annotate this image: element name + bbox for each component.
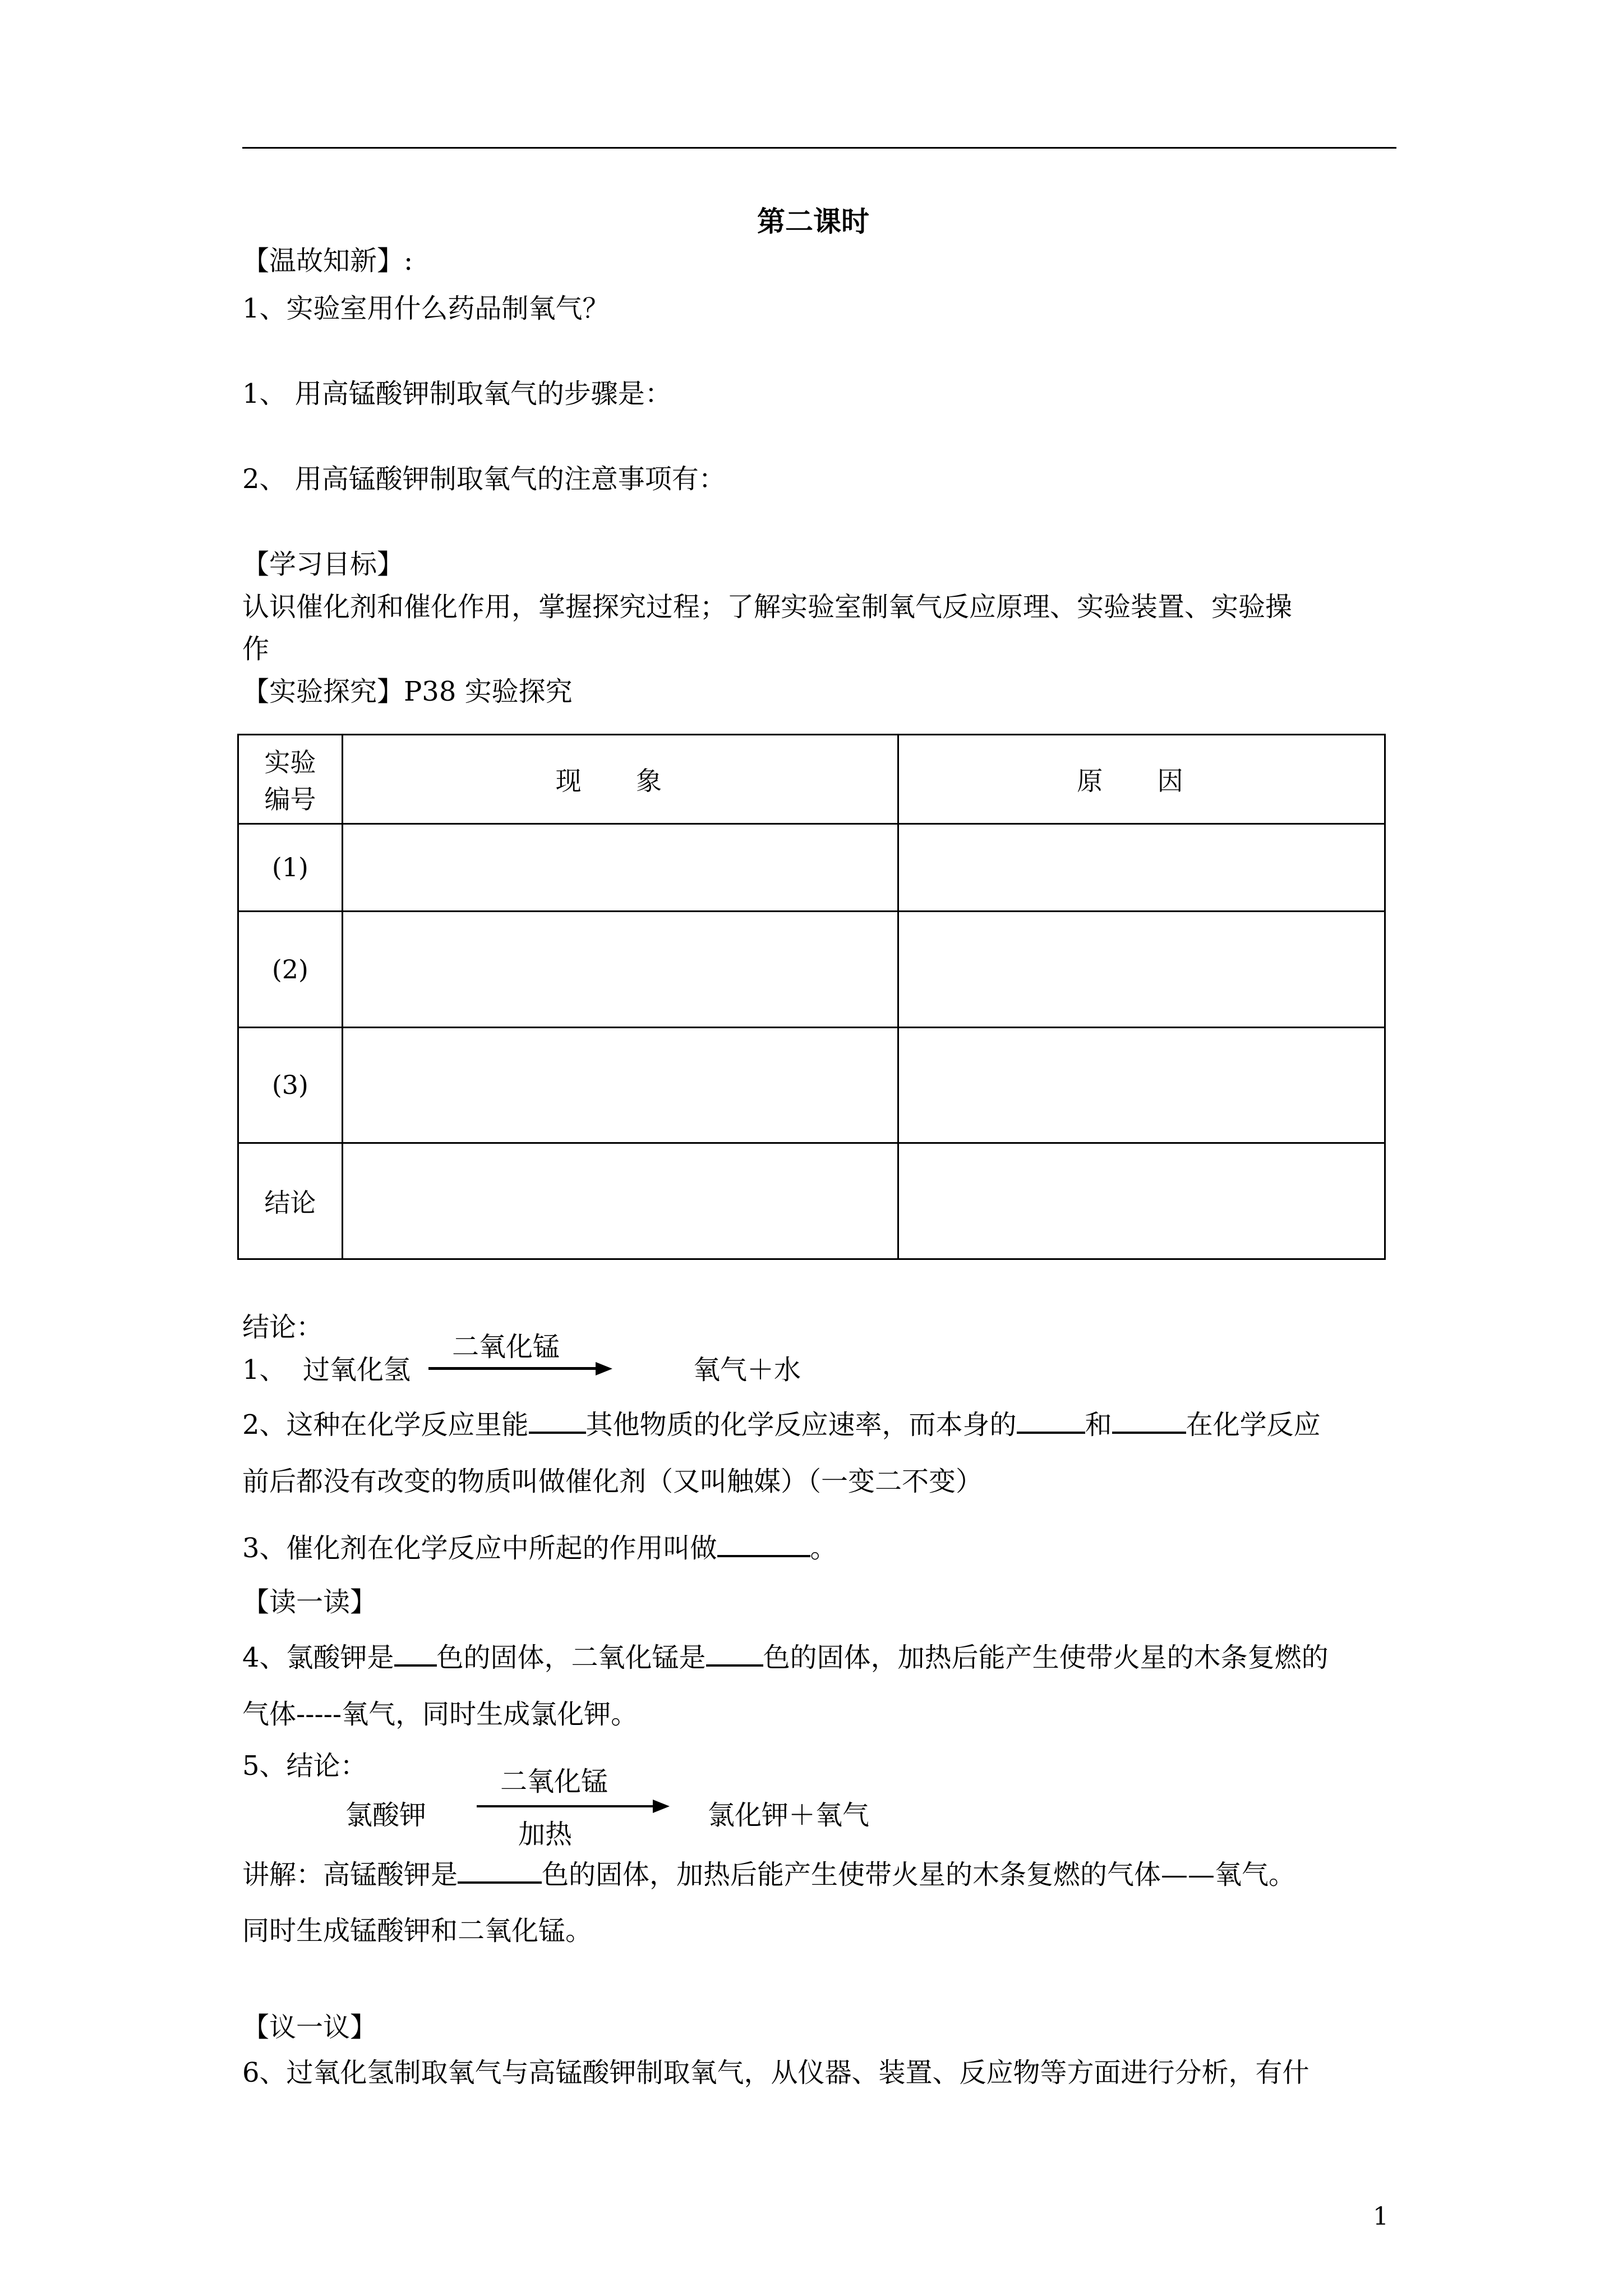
review-question-1: 1、实验室用什么药品制氧气？ xyxy=(242,293,610,324)
row-label: (1) xyxy=(238,823,343,912)
experiment-table xyxy=(237,734,1386,1260)
statement-2-part-d: 在化学反应 xyxy=(1186,1409,1321,1441)
arrow-head-icon xyxy=(653,1800,670,1813)
fill-blank[interactable] xyxy=(717,1529,810,1557)
statement-2-line1 xyxy=(242,1406,1321,1442)
statement-5-label: 5、结论： xyxy=(242,1750,367,1782)
header-experiment-number xyxy=(238,735,343,824)
fill-blank[interactable] xyxy=(529,1406,586,1434)
page-number: 1 xyxy=(1373,2202,1389,2231)
conclusion-reason-cell xyxy=(898,1143,1385,1259)
row-label: 结论 xyxy=(238,1143,343,1259)
header-phenomenon xyxy=(342,735,898,824)
statement-4-line1 xyxy=(242,1639,1329,1674)
explanation-part-b: 色的固体，加热后能产生使带火星的木条复燃的气体——氧气。 xyxy=(542,1859,1296,1890)
fill-blank[interactable] xyxy=(706,1639,763,1667)
fill-blank[interactable] xyxy=(1112,1406,1186,1434)
statement-4-part-c: 色的固体，加热后能产生使带火星的木条复燃的 xyxy=(763,1642,1329,1673)
equation-1-reactant: 过氧化氢 xyxy=(303,1354,411,1386)
table-row xyxy=(238,823,1385,912)
statement-4-part-a: 4、氯酸钾是 xyxy=(242,1642,394,1673)
explore-heading: 【实验探究】P38 实验探究 xyxy=(242,676,573,707)
review-question-3: 2、 用高锰酸钾制取氧气的注意事项有： xyxy=(242,463,726,495)
page-title: 第二课时 xyxy=(757,205,869,238)
statement-4-part-b: 色的固体，二氧化锰是 xyxy=(436,1642,706,1673)
header-number-line1: 实验 xyxy=(264,747,316,777)
equation-1-condition: 二氧化锰 xyxy=(452,1331,560,1363)
equation-2-product: 氯化钾＋氧气 xyxy=(708,1800,870,1831)
header-reason xyxy=(898,735,1385,824)
reaction-arrow xyxy=(428,1367,597,1370)
fill-blank[interactable] xyxy=(394,1639,437,1667)
equation-1-prefix: 1、 xyxy=(242,1354,287,1386)
statement-3 xyxy=(242,1529,837,1565)
equation-2-reactant: 氯酸钾 xyxy=(345,1800,427,1831)
statement-2-line2: 前后都没有改变的物质叫做催化剂（又叫触媒）（一变二不变） xyxy=(242,1466,983,1497)
review-heading: 【温故知新】: xyxy=(242,245,413,277)
statement-2-part-c: 和 xyxy=(1085,1409,1112,1441)
phenomenon-cell xyxy=(342,1027,898,1143)
equation-2-condition-bottom: 加热 xyxy=(518,1819,573,1850)
header-reason-label: 原 因 xyxy=(1077,765,1207,796)
reason-cell xyxy=(898,1027,1385,1143)
reason-cell xyxy=(898,912,1385,1028)
explanation-line1 xyxy=(242,1856,1295,1892)
table-header-row xyxy=(238,735,1385,824)
goal-heading: 【学习目标】 xyxy=(242,549,404,580)
reason-cell xyxy=(898,823,1385,912)
row-label: (3) xyxy=(238,1027,343,1143)
phenomenon-cell xyxy=(342,912,898,1028)
header-number-line2: 编号 xyxy=(264,784,316,815)
discuss-question-6: 6、过氧化氢制取氧气与高锰酸钾制取氧气，从仪器、装置、反应物等方面进行分析，有什 xyxy=(242,2057,1310,2088)
statement-3-part-b: 。 xyxy=(810,1533,837,1564)
statement-2-part-a: 2、这种在化学反应里能 xyxy=(242,1409,529,1441)
fill-blank[interactable] xyxy=(458,1856,542,1884)
table-row xyxy=(238,912,1385,1028)
statement-2-part-b: 其他物质的化学反应速率，而本身的 xyxy=(585,1409,1017,1441)
conclusion-label: 结论： xyxy=(242,1312,324,1343)
fill-blank[interactable] xyxy=(1017,1406,1085,1434)
reaction-arrow xyxy=(477,1805,654,1807)
arrow-head-icon xyxy=(596,1362,612,1375)
header-phenomenon-label: 现 象 xyxy=(555,765,685,796)
statement-3-part-a: 3、催化剂在化学反应中所起的作用叫做 xyxy=(242,1533,717,1564)
review-question-2: 1、 用高锰酸钾制取氧气的步骤是： xyxy=(242,378,672,409)
read-heading: 【读一读】 xyxy=(242,1586,377,1618)
equation-2-condition-top: 二氧化锰 xyxy=(500,1766,608,1797)
equation-1-product: 氧气＋水 xyxy=(693,1354,801,1386)
table-row xyxy=(238,1027,1385,1143)
goal-text-line1: 认识催化剂和催化作用，掌握探究过程；了解实验室制氧气反应原理、实验装置、实验操 xyxy=(242,591,1293,623)
row-label: (2) xyxy=(238,912,343,1028)
table-row xyxy=(238,1143,1385,1259)
header-rule xyxy=(242,147,1396,149)
discuss-heading: 【议一议】 xyxy=(242,2012,377,2043)
phenomenon-cell xyxy=(342,823,898,912)
explanation-line2: 同时生成锰酸钾和二氧化锰。 xyxy=(242,1915,593,1947)
explanation-part-a: 讲解：高锰酸钾是 xyxy=(242,1859,458,1890)
statement-4-line2: 气体-----氧气，同时生成氯化钾。 xyxy=(242,1699,638,1730)
conclusion-cell xyxy=(342,1143,898,1259)
goal-text-line2: 作 xyxy=(242,633,270,665)
